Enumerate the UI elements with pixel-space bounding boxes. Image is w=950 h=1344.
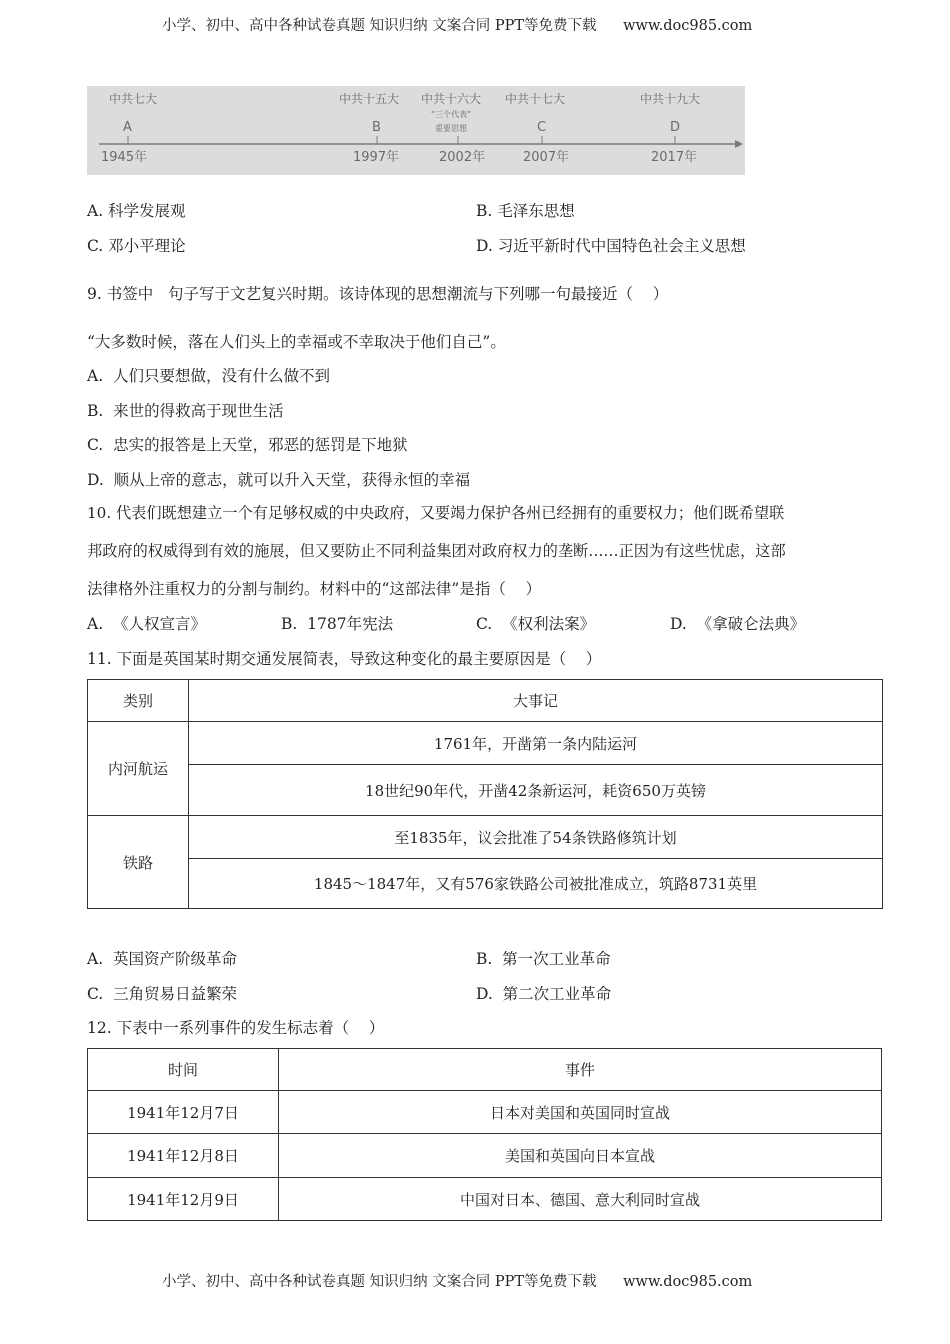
table-cell: 1845～1847年，又有576家铁路公司被批准成立，筑路8731英里 <box>189 859 883 909</box>
q9-option-d[interactable]: D. 顺从上帝的意志，就可以升入天堂，获得永恒的幸福 <box>87 471 471 489</box>
label-congress-a: 中共七大 <box>109 92 158 106</box>
label-letter-a: A <box>123 120 132 135</box>
label-note2-16: 重要思想 <box>435 124 467 133</box>
table-cell: 至1835年，议会批准了54条铁路修筑计划 <box>189 816 883 859</box>
q10-option-c[interactable]: C. 《权利法案》 <box>476 615 596 633</box>
q11-table <box>87 679 883 909</box>
q11-option-c[interactable]: C. 三角贸易日益繁荣 <box>87 985 238 1003</box>
label-congress-b: 中共十五大 <box>339 92 400 106</box>
page-header <box>162 14 752 35</box>
label-year-c: 2007年 <box>523 150 570 165</box>
table-cell: 18世纪90年代，开凿42条新运河，耗资650万英镑 <box>189 765 883 816</box>
footer-text: 小学、初中、高中各种试卷真题 知识归纳 文案合同 PPT等免费下载 <box>162 1274 597 1290</box>
q10-option-b[interactable]: B. 1787年宪法 <box>281 615 394 633</box>
q10-option-d[interactable]: D. 《拿破仑法典》 <box>670 615 806 633</box>
table-row <box>88 1178 882 1221</box>
table-row <box>88 1134 882 1178</box>
label-congress-d: 中共十九大 <box>640 92 701 106</box>
table-category-cell: 内河航运 <box>88 722 189 816</box>
table-header-row <box>88 680 883 722</box>
table-category-cell: 铁路 <box>88 816 189 909</box>
q9-option-c[interactable]: C. 忠实的报答是上天堂，邪恶的惩罚是下地狱 <box>87 436 408 454</box>
q11-option-a[interactable]: A. 英国资产阶级革命 <box>87 950 237 968</box>
table-cell: 1941年12月9日 <box>88 1178 279 1221</box>
footer-site-link[interactable]: www.doc985.com <box>623 1274 753 1290</box>
label-note1-16: “三个代表” <box>431 110 472 119</box>
label-letter-d: D <box>670 120 681 135</box>
q9-stem: 9. 书签中 句子写于文艺复兴时期。该诗体现的思想潮流与下列哪一句最接近（ ） <box>87 285 669 303</box>
header-site-link[interactable]: www.doc985.com <box>623 18 753 34</box>
q8-option-a[interactable]: A. 科学发展观 <box>87 202 186 220</box>
table-row <box>88 859 883 909</box>
q10-stem-line2: 邦政府的权威得到有效的施展，但又要防止不同利益集团对政府权力的垄断……正因为有这些忧虑，这部 <box>87 542 786 560</box>
q8-option-b[interactable]: B. 毛泽东思想 <box>476 202 575 220</box>
label-letter-c: C <box>537 120 547 135</box>
table-cell: 1941年12月7日 <box>88 1091 279 1134</box>
table-header-cell: 时间 <box>88 1049 279 1091</box>
label-congress-16: 中共十六大 <box>421 92 482 106</box>
q9-quote: “大多数时候，落在人们头上的幸福或不幸取决于他们自己”。 <box>87 333 506 351</box>
label-year-2002: 2002年 <box>439 150 486 165</box>
q11-stem: 11. 下面是英国某时期交通发展简表，导致这种变化的最主要原因是（ ） <box>87 650 602 668</box>
timeline-figure <box>87 86 745 175</box>
q11-option-d[interactable]: D. 第二次工业革命 <box>476 985 612 1003</box>
table-row <box>88 722 883 765</box>
q9-option-a[interactable]: A. 人们只要想做，没有什么做不到 <box>87 367 330 385</box>
table-cell: 美国和英国向日本宣战 <box>279 1134 882 1178</box>
timeline-svg <box>87 86 745 175</box>
table-cell: 1941年12月8日 <box>88 1134 279 1178</box>
table-cell: 日本对美国和英国同时宣战 <box>279 1091 882 1134</box>
table-header-cell: 事件 <box>279 1049 882 1091</box>
page-footer <box>162 1270 752 1291</box>
q9-option-b[interactable]: B. 来世的得救高于现世生活 <box>87 402 284 420</box>
table-cell: 中国对日本、德国、意大利同时宣战 <box>279 1178 882 1221</box>
q10-stem-line1: 10. 代表们既想建立一个有足够权威的中央政府，又要竭力保护各州已经拥有的重要权力；他们既希望联 <box>87 504 785 522</box>
table-row <box>88 1091 882 1134</box>
table-header-cell: 类别 <box>88 680 189 722</box>
timeline-arrow <box>735 140 743 148</box>
q10-stem-line3: 法律格外注重权力的分割与制约。材料中的“这部法律”是指（ ） <box>87 580 542 598</box>
q10-option-a[interactable]: A. 《人权宣言》 <box>87 615 206 633</box>
label-year-d: 2017年 <box>651 150 698 165</box>
header-text: 小学、初中、高中各种试卷真题 知识归纳 文案合同 PPT等免费下载 <box>162 18 597 34</box>
table-header-row <box>88 1049 882 1091</box>
label-congress-c: 中共十七大 <box>505 92 566 106</box>
table-cell: 1761年，开凿第一条内陆运河 <box>189 722 883 765</box>
q8-option-d[interactable]: D. 习近平新时代中国特色社会主义思想 <box>476 237 746 255</box>
label-year-b: 1997年 <box>353 150 400 165</box>
q12-stem: 12. 下表中一系列事件的发生标志着（ ） <box>87 1019 385 1037</box>
table-header-cell: 大事记 <box>189 680 883 722</box>
q8-option-c[interactable]: C. 邓小平理论 <box>87 237 186 255</box>
table-row <box>88 816 883 859</box>
label-year-a: 1945年 <box>101 150 148 165</box>
label-letter-b: B <box>372 120 381 135</box>
q12-table <box>87 1048 882 1221</box>
q11-option-b[interactable]: B. 第一次工业革命 <box>476 950 611 968</box>
table-row <box>88 765 883 816</box>
